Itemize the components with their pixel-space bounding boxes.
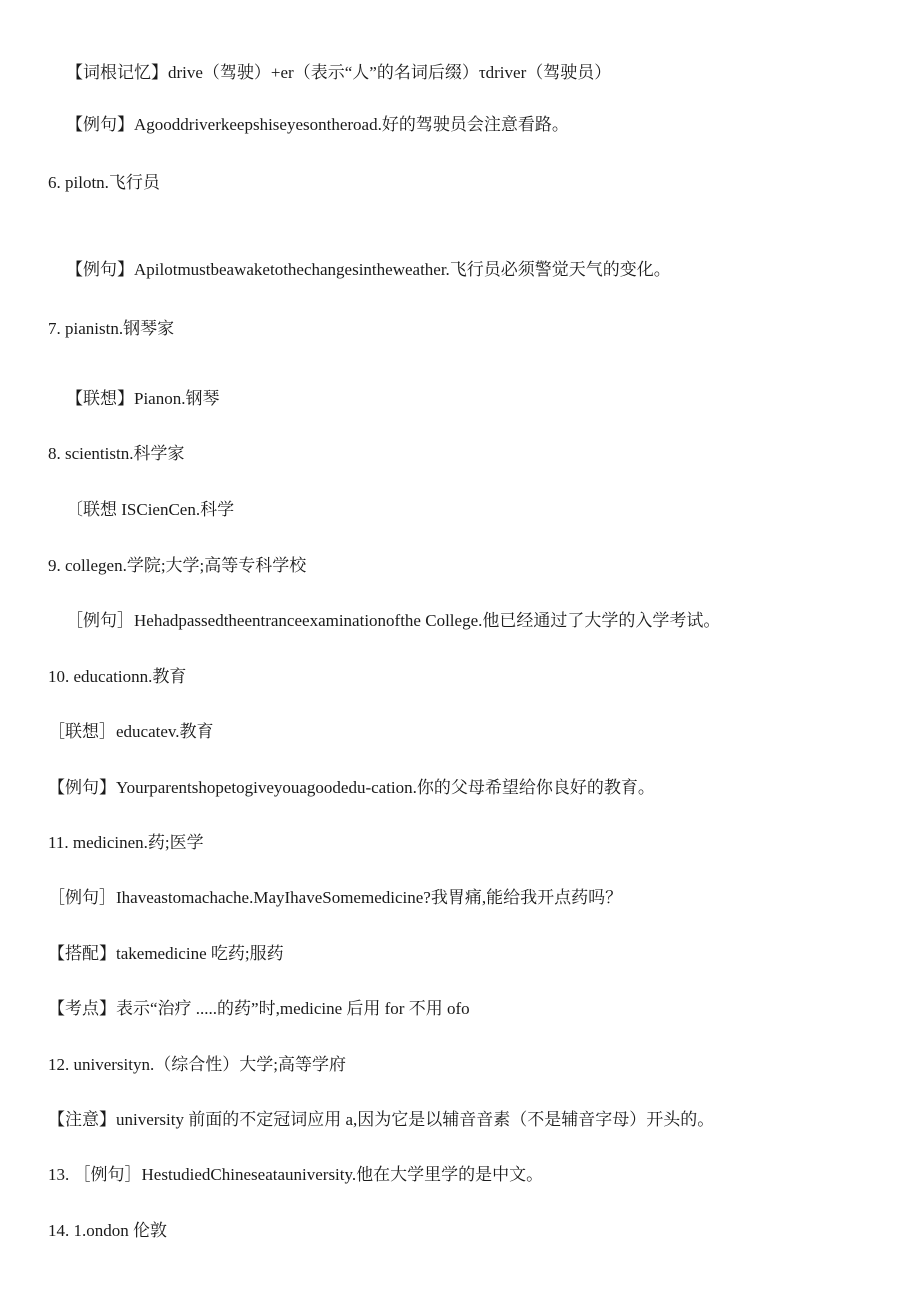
text-line-16: 【搭配】takemedicine 吃药;服药 [48, 944, 284, 963]
text-line-13: 【例句】Yourparentshopetogiveyouagoodedu-cation.你的父母希望给你良好的教育。 [48, 778, 655, 797]
list-item-9: 9. collegen.学院;大学;高等专科学校 [48, 556, 307, 575]
list-item-11: 11. medicinen.药;医学 [48, 833, 204, 852]
list-item-7: 7. pianistn.钢琴家 [48, 319, 175, 338]
text-line-17: 【考点】表示“治疗 .....的药”时,medicine 后用 for 不用 ofo [48, 999, 470, 1018]
list-item-8: 8. scientistn.科学家 [48, 444, 185, 463]
list-item-12: 12. universityn.（综合性）大学;高等学府 [48, 1055, 346, 1074]
list-item-13: 13. ［例句］HestudiedChineseatauniversity.他在大学里学的是中文。 [48, 1165, 544, 1184]
list-item-14: 14. 1.ondon 伦敦 [48, 1221, 167, 1240]
text-line-4: 【例句】Apilotmustbeawaketothechangesintheweather.飞行员必须警觉天气的变化。 [66, 260, 671, 279]
list-item-10: 10. educationn.教育 [48, 667, 187, 686]
text-line-1: 【词根记忆】drive（驾驶）+er（表示“人”的名词后缀）τdriver（驾驶员） [66, 63, 612, 82]
text-line-19: 【注意】university 前面的不定冠词应用 a,因为它是以辅音音素（不是辅音字母）开头的。 [48, 1110, 715, 1129]
text-line-6: 【联想】Pianon.钢琴 [66, 389, 220, 408]
text-line-2: 【例句】Agooddriverkeepshiseyesontheroad.好的驾驶员会注意看路。 [66, 115, 569, 134]
text-line-15: ［例句］Ihaveastomachache.MayIhaveSomemedicine?我胃痛,能给我开点药吗？ [48, 888, 623, 907]
text-line-12: ［联想］educatev.教育 [48, 722, 214, 741]
text-line-10: ［例句］Hehadpassedtheentranceexaminationofthe College.他已经通过了大学的入学考试。 [66, 611, 721, 630]
list-item-6: 6. pilotn.飞行员 [48, 173, 160, 192]
text-line-8: 〔联想 ISCienCen.科学 [66, 500, 235, 519]
